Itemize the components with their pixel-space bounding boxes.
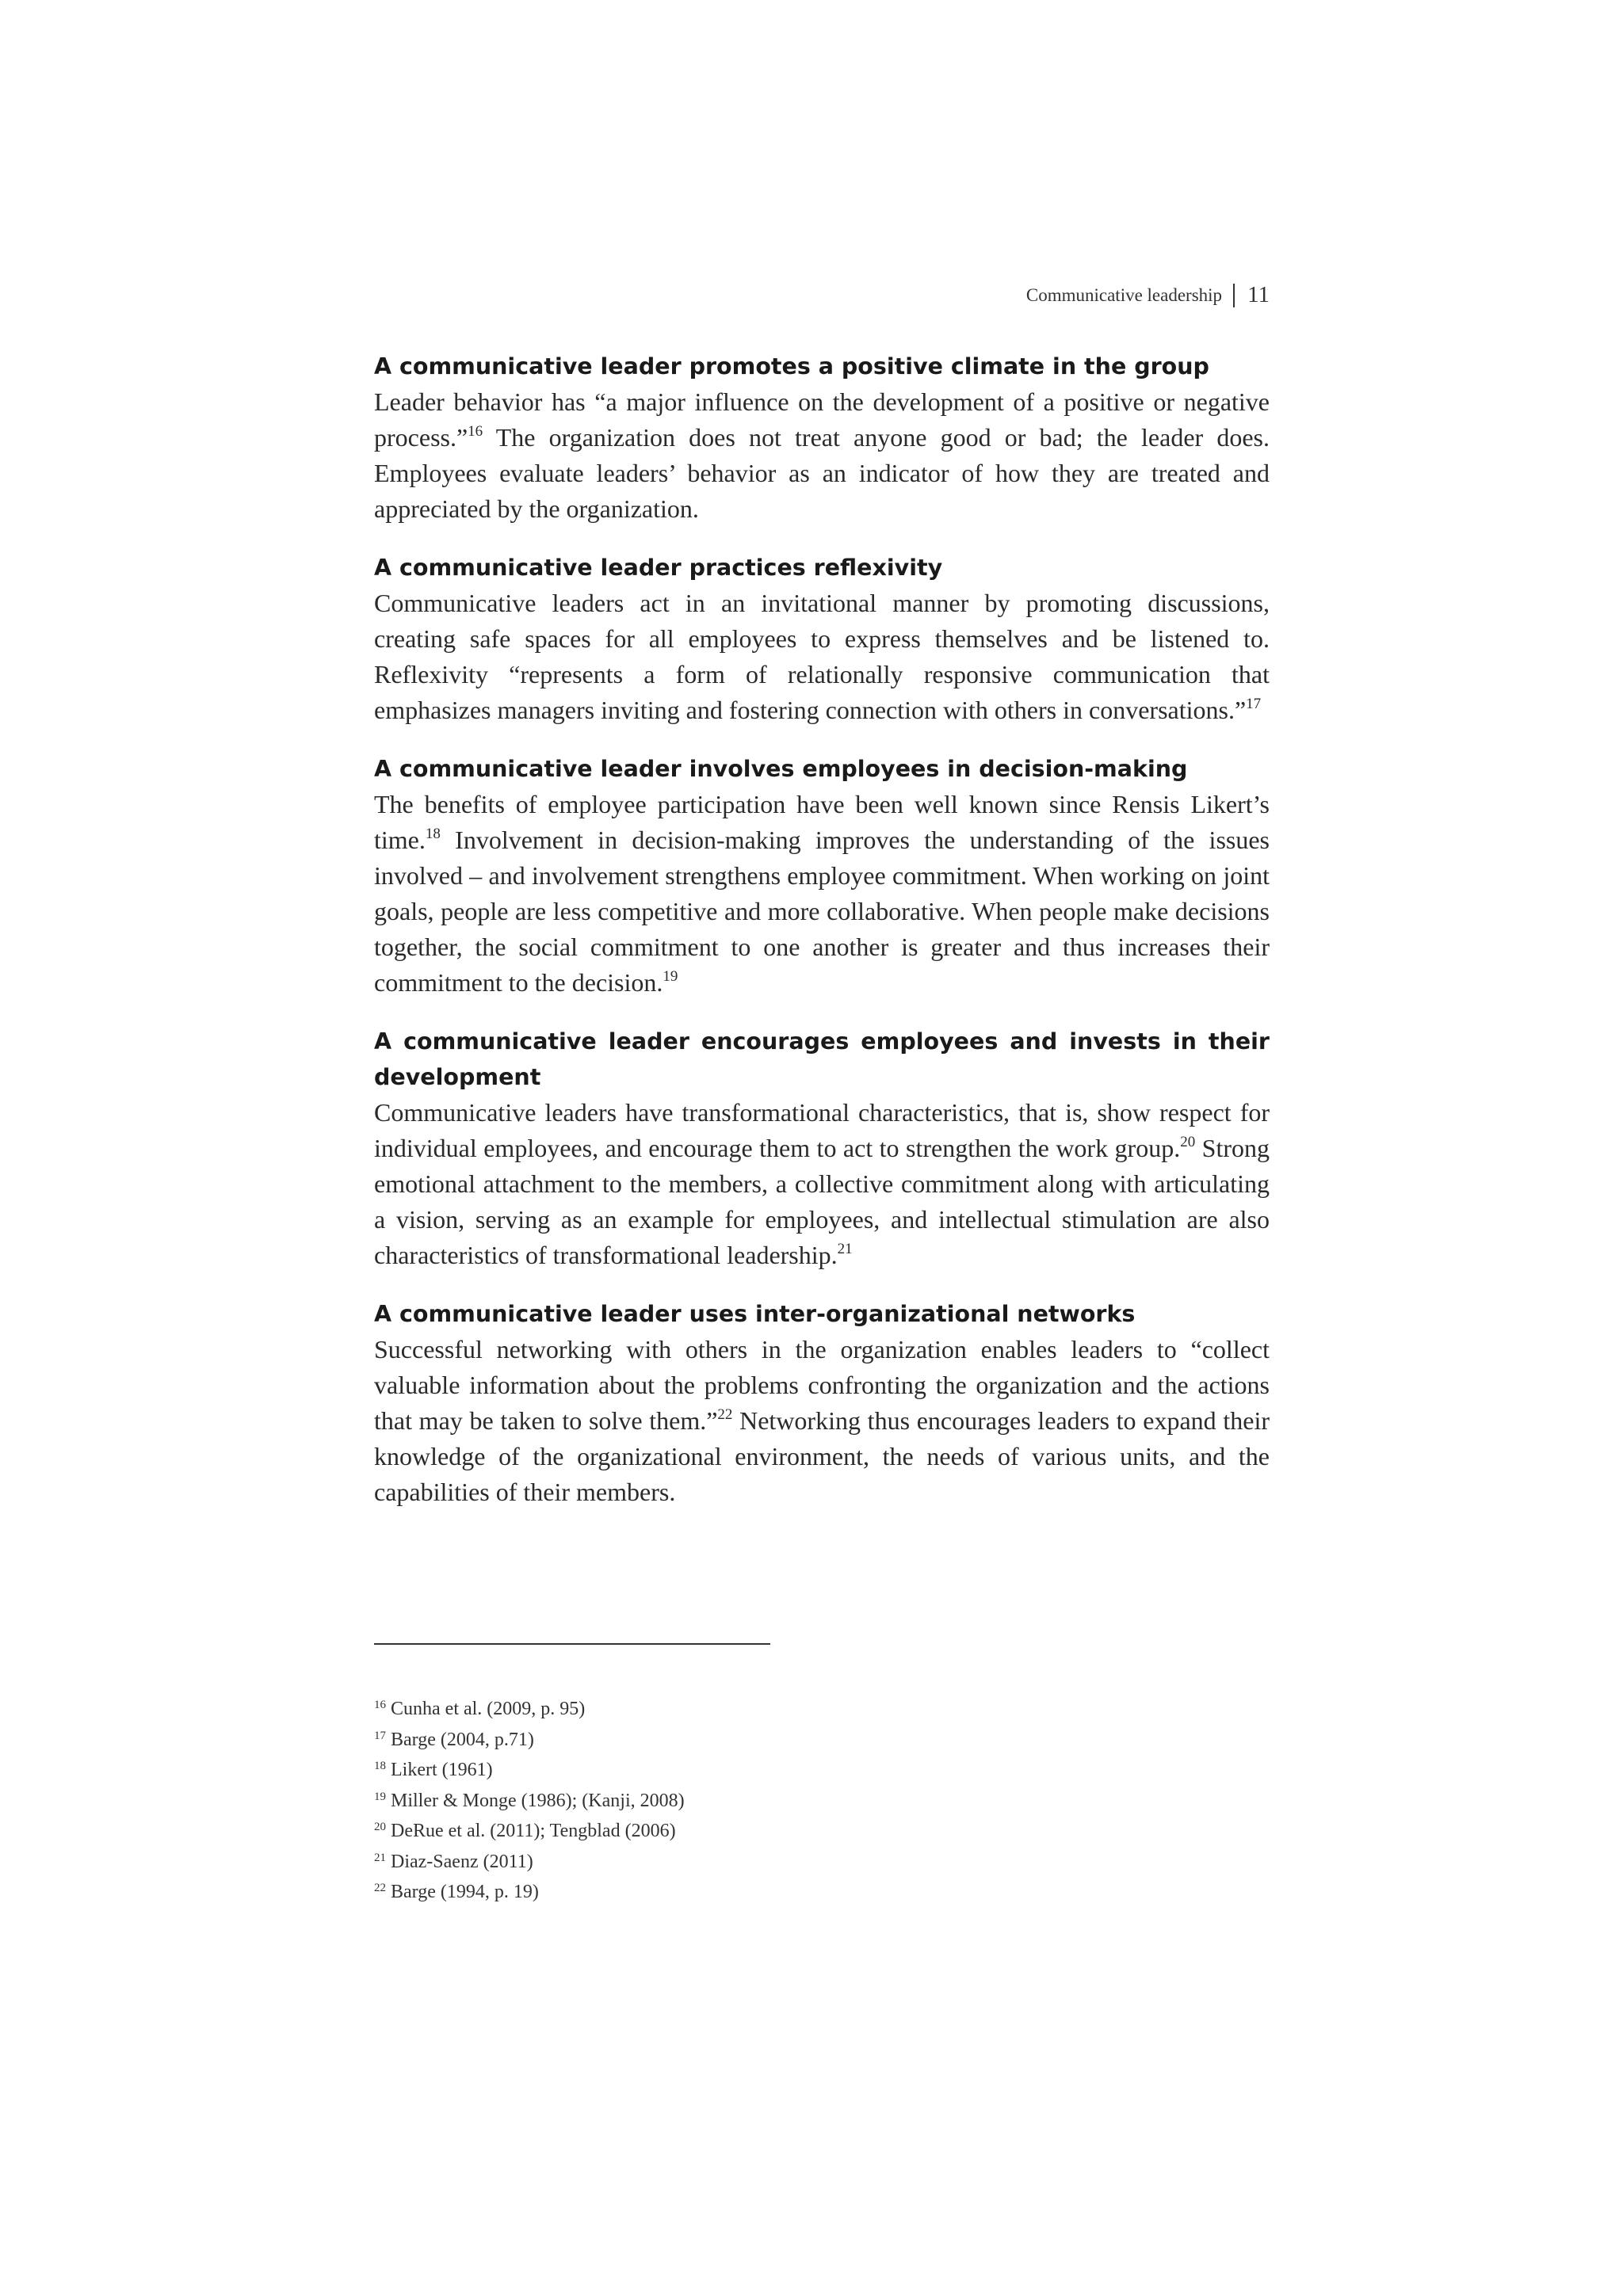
- section-paragraph: The benefits of employee participation have been well known since Rensis Likert’s time.$^{18}$ Involvement in decision-making improves the understanding of the issues involved – and involvement strengthens employee commitment. When working on joint goals, people are less competitive and more collaborative. When people make decisions together, the social commitment to one another is greater and thus increases their commitment to the decision.$^{19}$: [374, 790, 1270, 997]
- running-head-title: Communicative leadership: [1025, 284, 1223, 305]
- section-paragraph: Leader behavior has “a major influence on the development of a positive or negative process.”$^{16}$ The organization does not treat anyone good or bad; the leader does. Employees evaluate leaders’ behavior as an indicator of how they are treated and appreciated by the organization.: [374, 387, 1270, 523]
- running-head: [1026, 282, 1270, 308]
- section-reflexivity: [374, 550, 1270, 728]
- section-decision-making: [374, 751, 1270, 1001]
- footnote-ref[interactable]: 21: [837, 1241, 853, 1257]
- footnote: $^{21}$ Diaz-Saenz (2011): [374, 1851, 533, 1872]
- footnote-mark: 16: [374, 1699, 386, 1711]
- section-networks: [374, 1296, 1270, 1510]
- section-development: [374, 1024, 1270, 1273]
- footnote-mark: 20: [374, 1821, 386, 1833]
- section-paragraph: Communicative leaders have transformational characteristics, that is, show respect for individual employees, and encourage them to act to strengthen the work group.$^{20}$ Strong emotional attachment to the members, a collective commitment along with articulating a vision, serving as an example for employees, and intellectual stimulation are also characteristics of transformational leadership.$^{21}$: [374, 1098, 1270, 1269]
- footnote-mark: 19: [374, 1790, 386, 1803]
- footnote-ref[interactable]: 19: [663, 968, 678, 985]
- footnote: $^{16}$ Cunha et al. (2009, p. 95): [374, 1699, 586, 1719]
- footnote-mark: 21: [374, 1851, 386, 1864]
- footnote-mark: 17: [374, 1729, 386, 1742]
- footnote-ref[interactable]: 20: [1180, 1134, 1196, 1150]
- footnote: $^{22}$ Barge (1994, p. 19): [374, 1882, 539, 1902]
- footnote-ref[interactable]: 17: [1246, 696, 1262, 712]
- footnote-mark: 22: [374, 1882, 386, 1894]
- footnote-ref[interactable]: 22: [717, 1406, 733, 1423]
- footnote-ref[interactable]: 18: [425, 826, 441, 842]
- footnote: $^{19}$ Miller & Monge (1986); (Kanji, 2008): [374, 1790, 685, 1811]
- footnote: $^{20}$ DeRue et al. (2011); Tengblad (2006): [374, 1821, 676, 1841]
- footnote: $^{17}$ Barge (2004, p.71): [374, 1729, 534, 1750]
- footnote: $^{18}$ Likert (1961): [374, 1760, 493, 1780]
- section-heading: A communicative leader uses inter-organizational networks: [374, 1301, 1136, 1327]
- section-paragraph: Communicative leaders act in an invitational manner by promoting discussions, creating safe spaces for all employees to express themselves and be listened to. Reflexivity “represents a form of relationally responsive communication that emphasizes managers inviting and fostering connection with others in conversations.”$^{17}$: [374, 589, 1270, 724]
- section-heading: A communicative leader promotes a positive climate in the group: [374, 353, 1209, 379]
- running-head-divider: [1233, 284, 1235, 307]
- section-positive-climate: [374, 349, 1270, 527]
- footnote-mark: 18: [374, 1760, 386, 1772]
- footnote-separator: [374, 1643, 770, 1645]
- main-content: [374, 349, 1270, 1533]
- section-heading: A communicative leader encourages employees and invests in their development: [374, 1028, 1270, 1090]
- page-number: 11: [1247, 282, 1270, 307]
- footnotes: [374, 1692, 1087, 1906]
- section-heading: A communicative leader practices reflexivity: [374, 555, 943, 581]
- section-paragraph: Successful networking with others in the organization enables leaders to “collect valuable information about the problems confronting the organization and the actions that may be taken to solve them.”$^{22}$ Networking thus encourages leaders to expand their knowledge of the organizational environment, the needs of various units, and the capabilities of their members.: [374, 1335, 1270, 1506]
- section-heading: A communicative leader involves employees in decision-making: [374, 756, 1188, 782]
- footnote-ref[interactable]: 16: [468, 423, 483, 440]
